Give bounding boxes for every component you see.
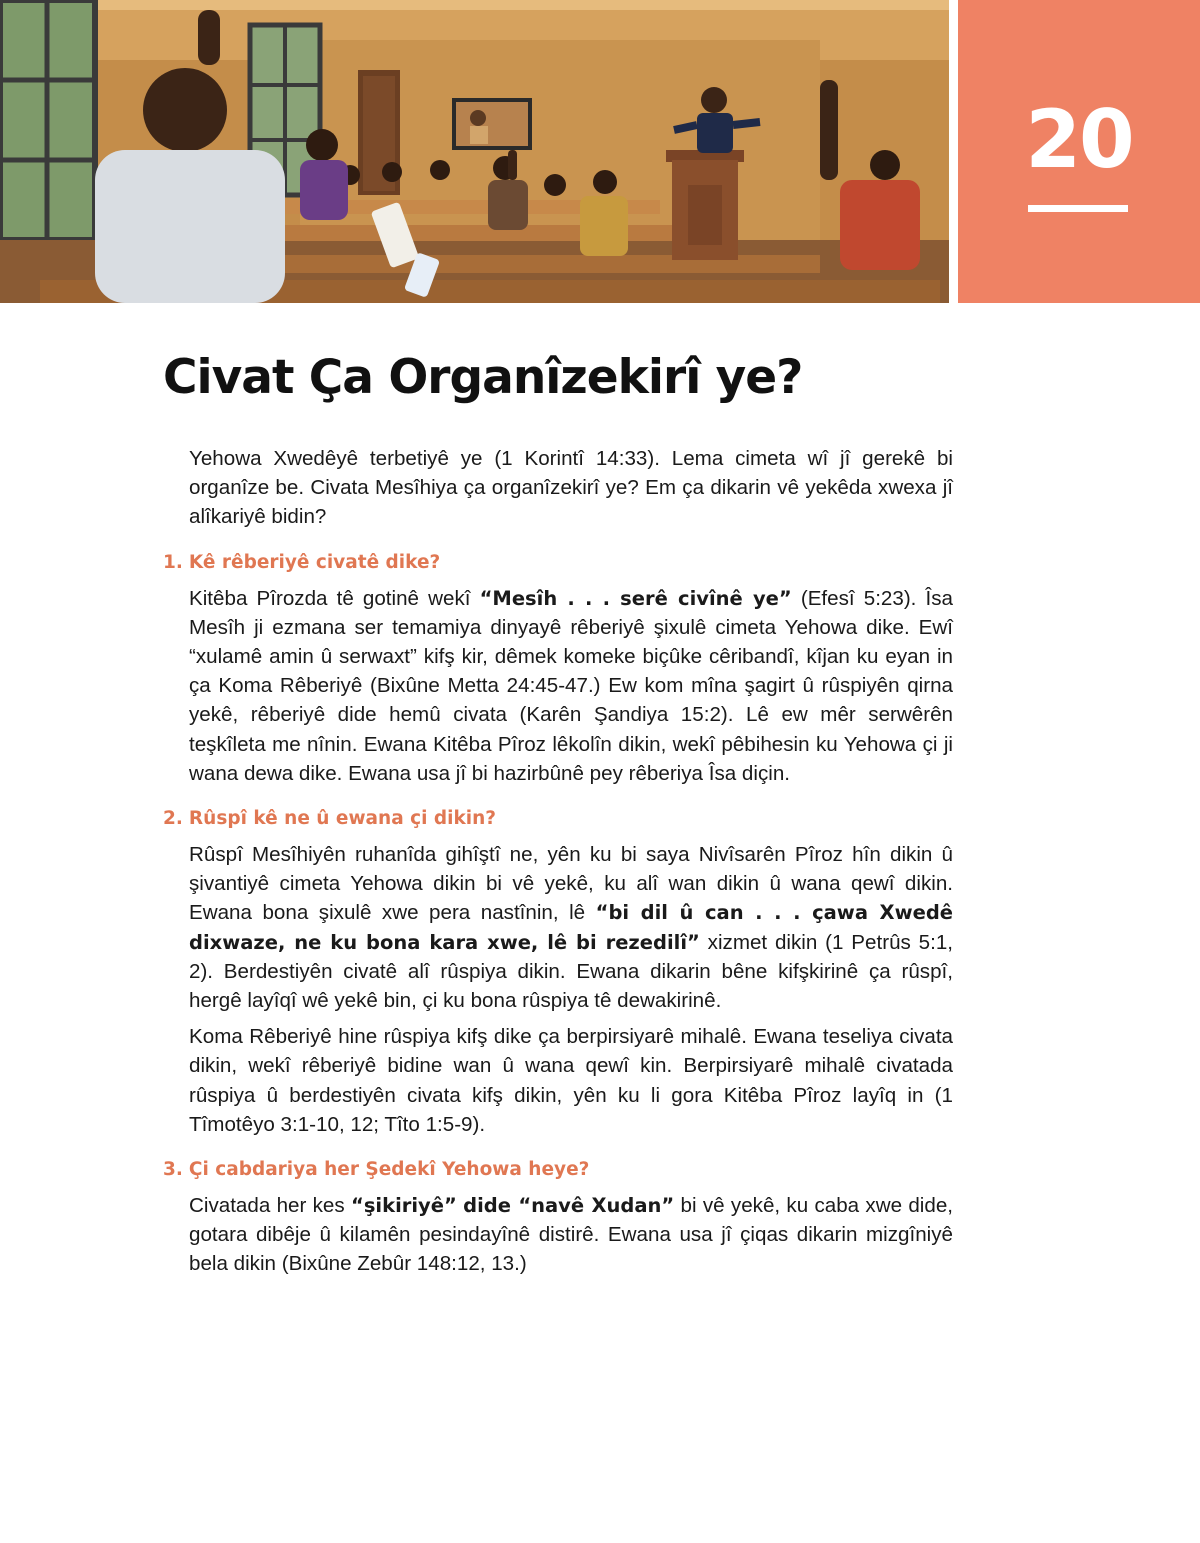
section-number: 3. (163, 1159, 183, 1181)
section-number: 2. (163, 808, 183, 830)
page-title: Civat Ça Organîzekirî ye? (163, 350, 803, 405)
text-run: Civatada her kes (189, 1194, 351, 1218)
section-question: Kê rêberiyê civatê dike? (188, 551, 441, 573)
section-paragraph (189, 840, 953, 1015)
section-heading (163, 550, 953, 576)
section-paragraph (189, 584, 953, 788)
text-run: Kitêba Pîrozda tê gotinê wekî (189, 586, 480, 610)
text-run: bi vê yekê, ku caba xwe dide, gotara dibêje û kilamên pesindayînê distirê. Ewana usa jî çiqas dikarin mizgîniyê bela dikin (Bixûne Zebûr 148:12, 13.) (189, 1194, 953, 1276)
chapter-divider (1028, 205, 1128, 212)
chapter-badge (958, 0, 1200, 303)
congregation-meeting-illustration (0, 0, 949, 303)
text-run: Rûspî Mesîhiyên ruhanîda gihîştî ne, yên ku bi saya Nivîsarên Pîroz hîn dikin û şivantiyê cimeta Yehowa dikin bi vê yekê, ku alî wan dikin û wana qewî dikin. Ewana bona şixulê xwe pera nastînin, lê (189, 843, 953, 925)
section-question: Çi cabdariya her Şedekî Yehowa heye? (188, 1159, 590, 1181)
bold-quote: “bi dil û can . . . çawa Xwedê dixwaze, ne ku bona kara xwe, lê bi rezedilî” (189, 901, 953, 954)
lesson-content (163, 444, 953, 1279)
intro-paragraph: Yehowa Xwedêyê terbetiyê ye (1 Korintî 14:33). Lema cimeta wî jî gerekê bi organîze be. Civata Mesîhiya ça organîzekirî ye? Em ça dikarin vê yekêda xwexa jî alîkariyê bidin? (189, 447, 953, 529)
section-paragraph (189, 1191, 953, 1279)
section-paragraph: Koma Rêberiyê hine rûspiya kifş dike ça berpirsiyarê mihalê. Ewana teseliya civata dikin, wekî rêberiyê bidine wan û wana qewî kin. Berpirsiyarê mihalê civatada rûspiya û berdestiyên civata kifş dikin, yên ku li gora Kitêba Pîroz layîq in (1 Tîmotêyo 3:1-10, 12; Tîto 1:5-9). (189, 1025, 953, 1136)
bold-quote: dide “navê Xudan” (463, 1194, 675, 1218)
chapter-number: 20 (1025, 93, 1133, 186)
section-question: Rûspî kê ne û ewana çi dikin? (188, 808, 497, 830)
bold-quote: “şikiriyê” (351, 1194, 457, 1218)
header-photo (0, 0, 949, 303)
text-run: (Efesî 5:23). Îsa Mesîh ji ezmana ser temamiya dinyayê rêberiyê şixulê cimeta Yehowa dike. Ewî “xulamê amin û serwaxt” kifş kir, dêmek komeke biçûke cêribandî, kîjan ku eyan in ça Koma Rêberiyê (Bixûne Metta 24:45-47.) Ew kom mîna şagirt û rûspiyên qirna yekê, rêberiyê dide hemû civata (Karên Şandiya 15:2). Lê ew mêr serwêrên teşkîleta me nînin. Ewana Kitêba Pîroz lêkolîn dikin, wekî pêbihesin ku Yehowa çi ji wana dewa dike. Ewana usa jî bi hazirbûnê pey rêberiya Îsa diçin. (189, 586, 953, 785)
bold-quote: “Mesîh . . . serê civînê ye” (479, 586, 792, 610)
section-number: 1. (163, 551, 183, 573)
section-heading (163, 1157, 953, 1183)
text-run: xizmet dikin (1 Petrûs 5:1, 2). Berdestiyên civatê alî rûspiya dikin. Ewana dikarin bêne kifşkirinê ça rûspî, hergê layîqî wê yekê bin, çi ku bona rûspiya tê dewakirinê. (189, 930, 954, 1013)
section-heading (163, 806, 953, 832)
